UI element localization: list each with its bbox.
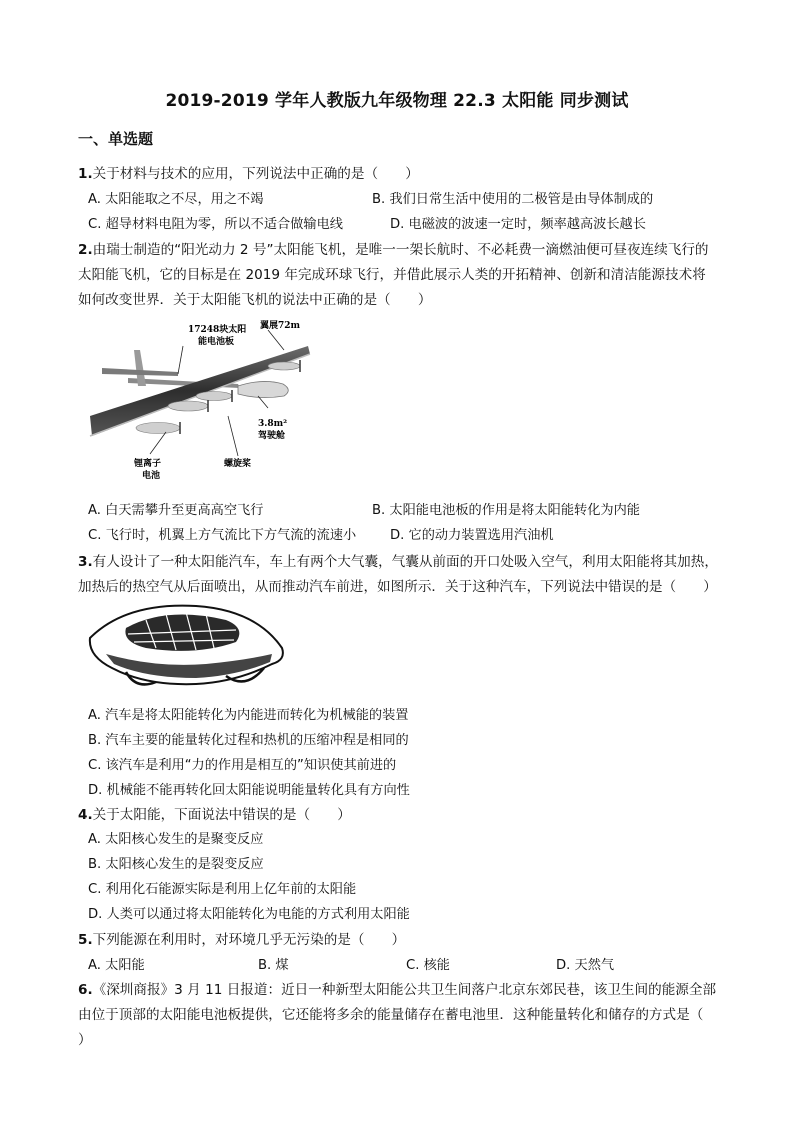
solar-plane-figure — [88, 316, 320, 488]
question-5-option-a: A. 太阳能 — [88, 958, 145, 973]
question-3-option-d: D. 机械能不能再转化回太阳能说明能量转化具有方向性 — [88, 783, 410, 798]
question-6-stem-line-1 — [78, 978, 716, 998]
question-6-stem-line-2: 由位于顶部的太阳能电池板提供，它还能将多余的能量储存在蓄电池里．这种能量转化和储存的方式是（ — [78, 1007, 704, 1023]
question-5-option-c: C. 核能 — [406, 958, 450, 973]
page-title: 2019-2019 学年人教版九年级物理 22.3 太阳能 同步测试 — [165, 91, 629, 111]
question-number: 2. — [78, 242, 93, 258]
question-text: 关于材料与技术的应用，下列说法中正确的是（ ） — [92, 166, 419, 182]
question-3-option-c: C. 该汽车是利用“力的作用是相互的”知识使其前进的 — [88, 758, 397, 773]
solar-car-figure — [86, 598, 290, 694]
question-3-stem-line-1 — [78, 550, 718, 570]
question-5-option-b: B. 煤 — [258, 958, 289, 973]
label-wingspan: 翼展72m — [260, 321, 301, 331]
question-2-stem-line-1 — [78, 238, 709, 258]
label-solar-panels-2: 能电池板 — [198, 337, 235, 347]
question-text: 有人设计了一种太阳能汽车，车上有两个大气囊，气囊从前面的开口处吸入空气，利用太阳能将其加热， — [92, 554, 718, 570]
question-2-stem-line-2: 太阳能飞机，它的目标是在 2019 年完成环球飞行，并借此展示人类的开拓精神、创新和清洁能源技术将 — [78, 267, 706, 283]
question-5-option-d: D. 天然气 — [556, 958, 615, 973]
label-propeller: 螺旋桨 — [224, 459, 252, 469]
label-lithium-battery-1: 锂离子 — [134, 459, 162, 469]
question-4-option-b: B. 太阳核心发生的是裂变反应 — [88, 857, 264, 872]
question-4-option-c: C. 利用化石能源实际是利用上亿年前的太阳能 — [88, 882, 357, 897]
question-number: 6. — [78, 982, 93, 998]
question-3-option-a: A. 汽车是将太阳能转化为内能进而转化为机械能的装置 — [88, 708, 409, 723]
question-2-option-a: A. 白天需攀升至更高高空飞行 — [88, 503, 264, 518]
question-1-option-b: B. 我们日常生活中使用的二极管是由导体制成的 — [372, 192, 654, 207]
question-2-option-b: B. 太阳能电池板的作用是将太阳能转化为内能 — [372, 503, 640, 518]
question-1-stem — [78, 162, 419, 182]
question-2-option-c: C. 飞行时，机翼上方气流比下方气流的流速小 — [88, 528, 357, 543]
question-1-option-a: A. 太阳能取之不尽，用之不竭 — [88, 192, 264, 207]
label-lithium-battery-2: 电池 — [142, 471, 161, 481]
label-solar-panels-1: 17248块太阳 — [188, 325, 247, 335]
question-4-option-a: A. 太阳核心发生的是聚变反应 — [88, 832, 264, 847]
engine-pod — [196, 392, 232, 401]
question-number: 3. — [78, 554, 93, 570]
engine-pod — [268, 362, 300, 370]
question-6-stem-line-3: ） — [78, 1032, 92, 1048]
question-4-stem — [78, 803, 351, 823]
callout-line — [178, 346, 183, 374]
cockpit — [238, 381, 288, 397]
question-text: 由瑞士制造的“阳光动力 2 号”太阳能飞机，是唯一一架长航时、不必耗费一滴燃油便可昼夜连续飞行的 — [92, 242, 709, 258]
engine-pod — [168, 401, 208, 411]
question-text: 关于太阳能，下面说法中错误的是（ ） — [92, 807, 351, 823]
question-number: 4. — [78, 807, 93, 823]
question-1-option-d: D. 电磁波的波速一定时，频率越高波长越长 — [390, 217, 646, 232]
question-number: 5. — [78, 932, 93, 948]
question-3-option-b: B. 汽车主要的能量转化过程和热机的压缩冲程是相同的 — [88, 733, 409, 748]
question-5-stem — [78, 928, 405, 948]
question-2-option-d: D. 它的动力装置选用汽油机 — [390, 528, 554, 543]
question-2-stem-line-3: 如何改变世界．关于太阳能飞机的说法中正确的是（ ） — [78, 292, 432, 308]
callout-line — [268, 330, 284, 350]
question-1-option-c: C. 超导材料电阻为零，所以不适合做输电线 — [88, 217, 343, 232]
callout-line — [228, 416, 238, 456]
callout-line — [150, 432, 166, 454]
engine-pod — [136, 423, 180, 434]
label-cockpit: 驾驶舱 — [258, 431, 286, 441]
question-number: 1. — [78, 166, 93, 182]
question-3-stem-line-2: 加热后的热空气从后面喷出，从而推动汽车前进，如图所示．关于这种汽车，下列说法中错误的是（ ） — [78, 579, 717, 595]
question-text: 《深圳商报》3 月 11 日报道：近日一种新型太阳能公共卫生间落户北京东郊民巷，该卫生间的能源全部 — [92, 982, 717, 998]
label-cockpit-area: 3.8m² — [258, 419, 288, 429]
question-text: 下列能源在利用时，对环境几乎无污染的是（ ） — [92, 932, 406, 948]
section-heading: 一、单选题 — [78, 130, 154, 148]
question-4-option-d: D. 人类可以通过将太阳能转化为电能的方式利用太阳能 — [88, 907, 410, 922]
